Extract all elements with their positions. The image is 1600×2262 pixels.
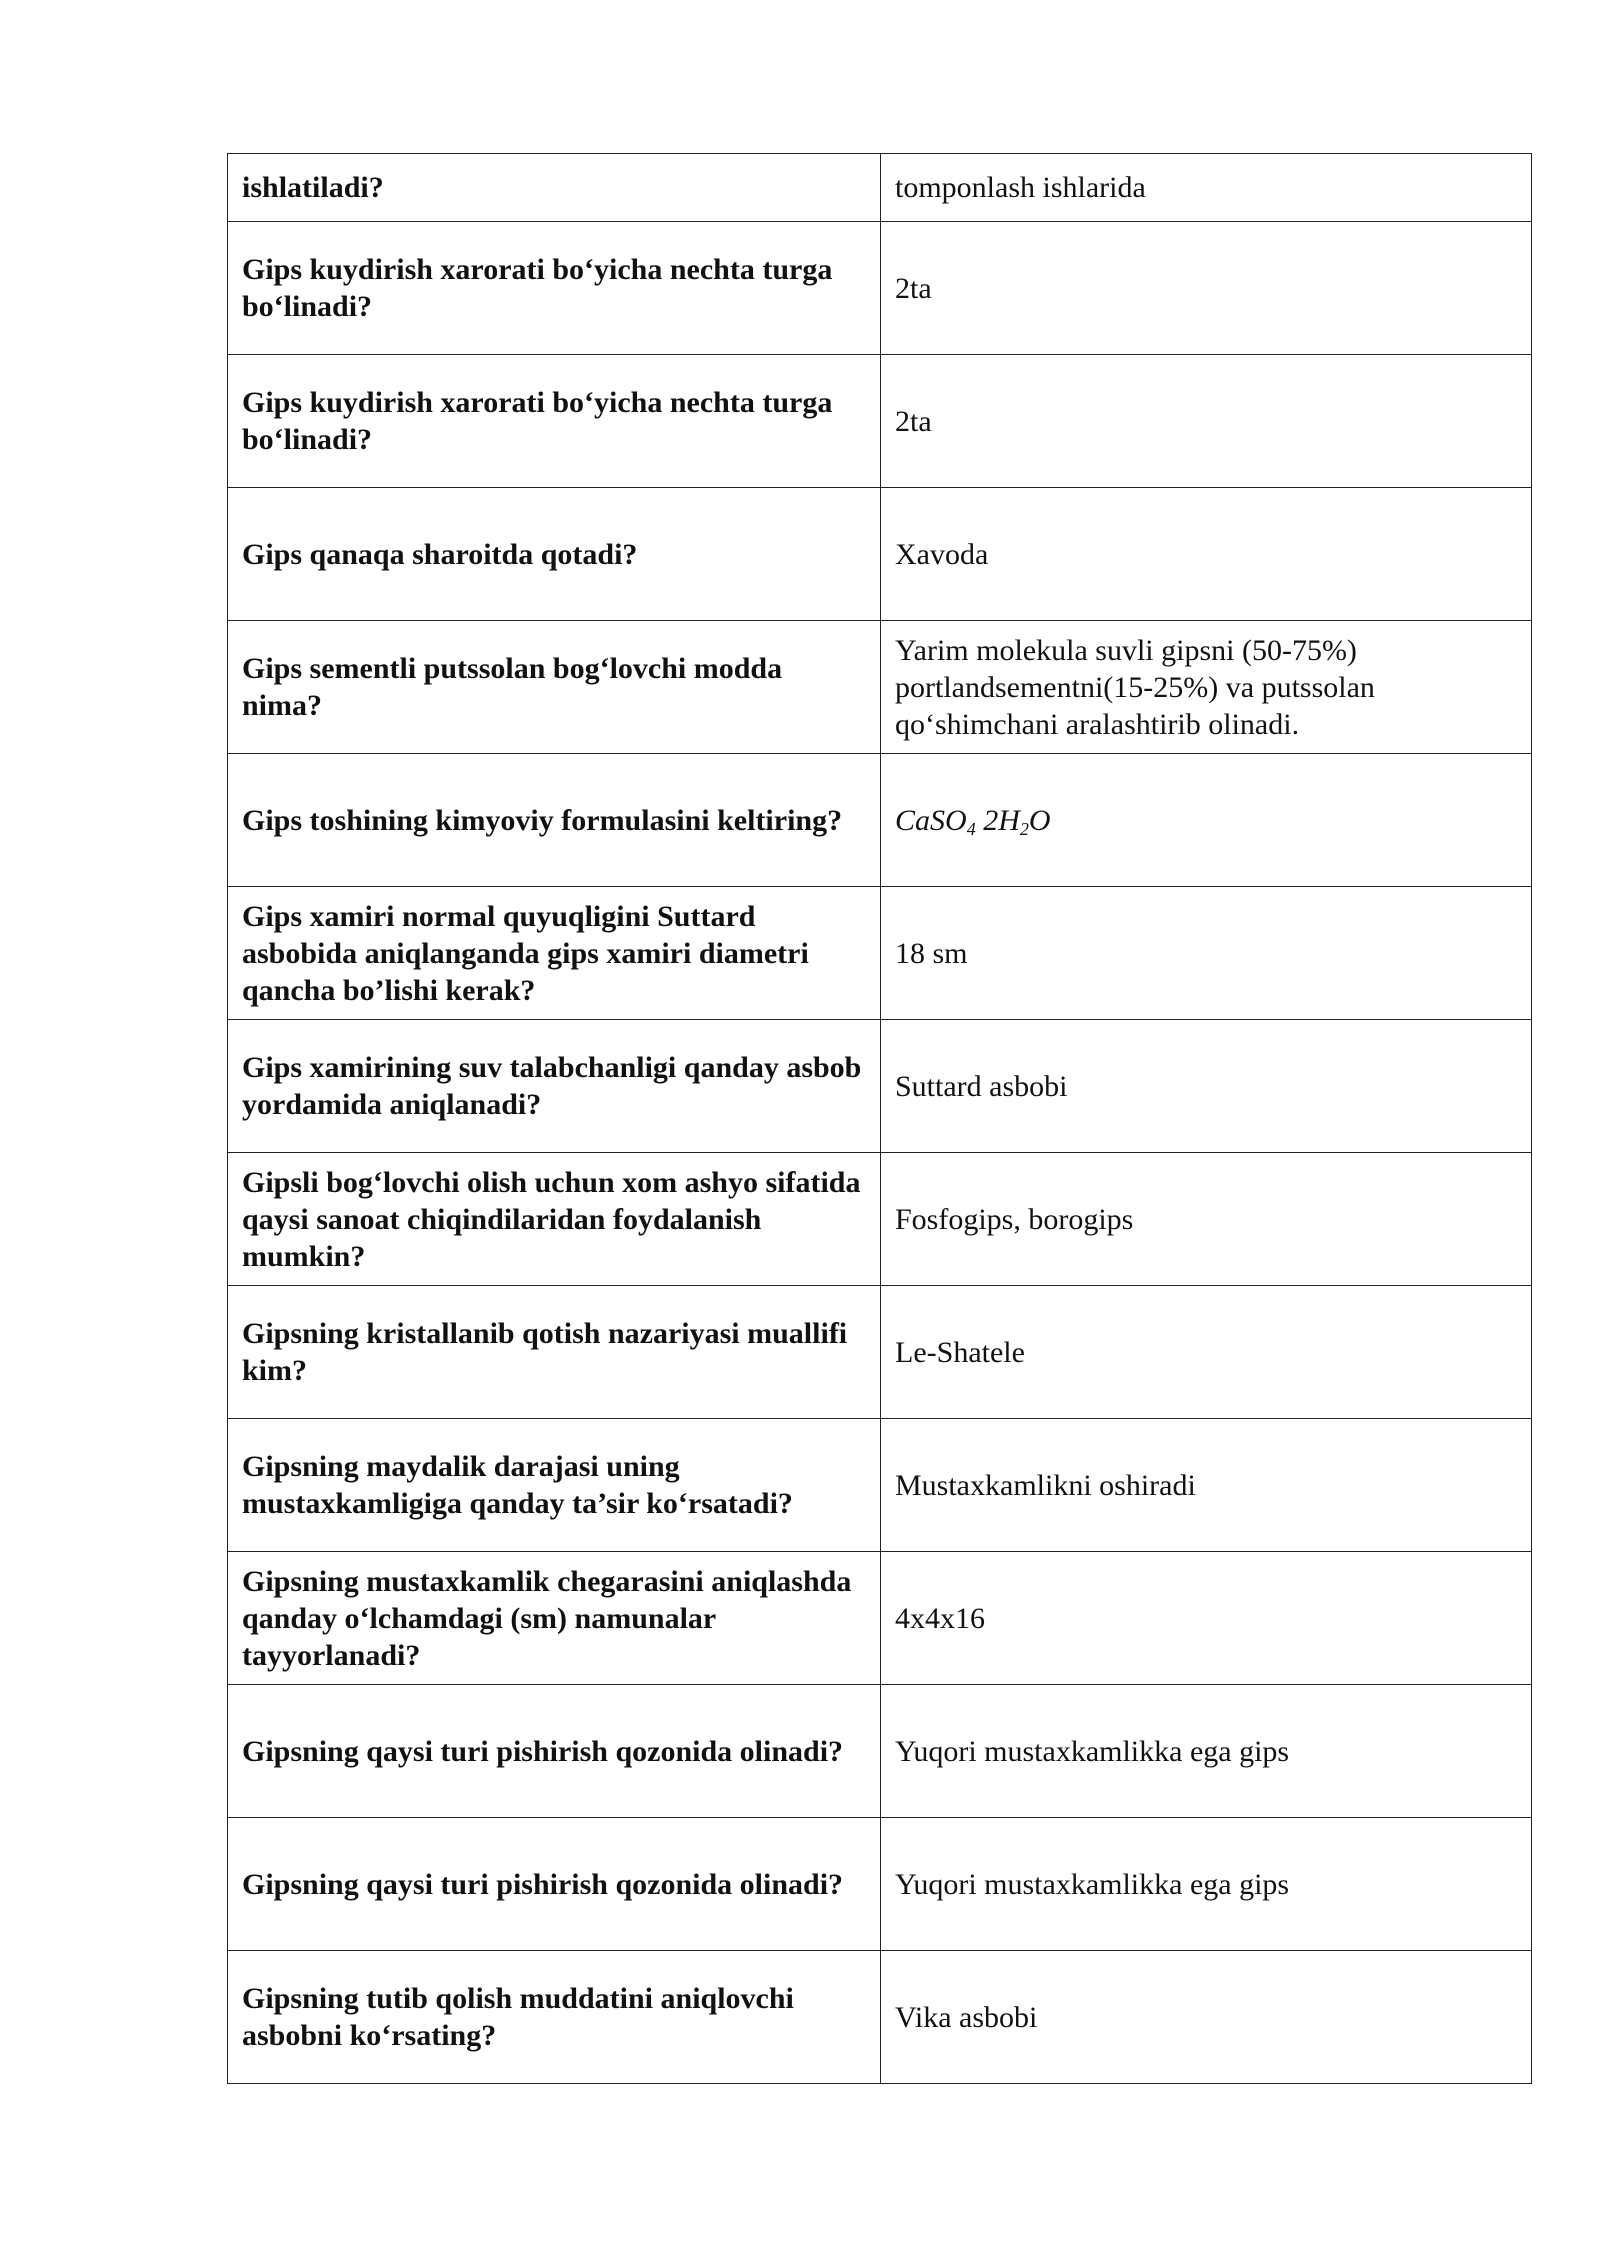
answer-cell: Fosfogips, borogips bbox=[881, 1153, 1532, 1286]
answer-cell: Xavoda bbox=[881, 488, 1532, 621]
answer-cell: Yuqori mustaxkamlikka ega gips bbox=[881, 1685, 1532, 1818]
table-row bbox=[228, 621, 1532, 754]
table-row bbox=[228, 154, 1532, 222]
table-row bbox=[228, 1685, 1532, 1818]
formula-subscript: 4 bbox=[966, 818, 976, 839]
answer-cell: Yarim molekula suvli gipsni (50-75%) portlandsementni(15-25%) va putssolan qo‘shimchani aralashtirib olinadi. bbox=[881, 621, 1532, 754]
question-cell: Gips toshining kimyoviy formulasini keltiring? bbox=[228, 754, 881, 887]
table-row bbox=[228, 1818, 1532, 1951]
question-cell: Gips kuydirish xarorati bo‘yicha nechta turga bo‘linadi? bbox=[228, 355, 881, 488]
question-cell: Gipsning maydalik darajasi uning mustaxkamligiga qanday ta’sir ko‘rsatadi? bbox=[228, 1419, 881, 1552]
question-cell: Gips xamiri normal quyuqligini Suttard asbobida aniqlanganda gips xamiri diametri qancha bo’lishi kerak? bbox=[228, 887, 881, 1020]
formula-subscript: 2 bbox=[1019, 818, 1029, 839]
table-row bbox=[228, 1419, 1532, 1552]
table-row bbox=[228, 355, 1532, 488]
table-row bbox=[228, 1020, 1532, 1153]
answer-cell: Mustaxkamlikni oshiradi bbox=[881, 1419, 1532, 1552]
answer-cell: Yuqori mustaxkamlikka ega gips bbox=[881, 1818, 1532, 1951]
question-cell: Gipsning tutib qolish muddatini aniqlovchi asbobni ko‘rsating? bbox=[228, 1951, 881, 2084]
formula-part: 2H bbox=[975, 803, 1020, 837]
question-cell: Gips sementli putssolan bog‘lovchi modda nima? bbox=[228, 621, 881, 754]
question-cell: Gips xamirining suv talabchanligi qanday asbob yordamida aniqlanadi? bbox=[228, 1020, 881, 1153]
formula-part: O bbox=[1028, 803, 1051, 837]
answer-cell: 4x4x16 bbox=[881, 1552, 1532, 1685]
question-cell: Gipsning qaysi turi pishirish qozonida olinadi? bbox=[228, 1818, 881, 1951]
answer-cell: Le-Shatele bbox=[881, 1286, 1532, 1419]
answer-cell: 2ta bbox=[881, 222, 1532, 355]
answer-cell-formula bbox=[881, 754, 1532, 887]
answer-cell: 18 sm bbox=[881, 887, 1532, 1020]
table-row bbox=[228, 1286, 1532, 1419]
qa-table-body bbox=[228, 154, 1532, 2084]
table-row bbox=[228, 1552, 1532, 1685]
table-row bbox=[228, 1153, 1532, 1286]
answer-cell: Vika asbobi bbox=[881, 1951, 1532, 2084]
answer-cell: Suttard asbobi bbox=[881, 1020, 1532, 1153]
question-cell: Gipsning mustaxkamlik chegarasini aniqlashda qanday o‘lchamdagi (sm) namunalar tayyorlanadi? bbox=[228, 1552, 881, 1685]
question-cell: Gipsning qaysi turi pishirish qozonida olinadi? bbox=[228, 1685, 881, 1818]
table-row bbox=[228, 222, 1532, 355]
table-row bbox=[228, 887, 1532, 1020]
table-row bbox=[228, 488, 1532, 621]
answer-cell: 2ta bbox=[881, 355, 1532, 488]
formula-part: CaSO bbox=[895, 803, 967, 837]
question-cell: Gipsning kristallanib qotish nazariyasi muallifi kim? bbox=[228, 1286, 881, 1419]
answer-cell: tomponlash ishlarida bbox=[881, 154, 1532, 222]
table-row bbox=[228, 754, 1532, 887]
question-cell: Gips kuydirish xarorati bo‘yicha nechta turga bo‘linadi? bbox=[228, 222, 881, 355]
qa-table bbox=[227, 153, 1532, 2084]
question-cell: ishlatiladi? bbox=[228, 154, 881, 222]
table-row bbox=[228, 1951, 1532, 2084]
question-cell: Gipsli bog‘lovchi olish uchun xom ashyo sifatida qaysi sanoat chiqindilaridan foydalanish mumkin? bbox=[228, 1153, 881, 1286]
question-cell: Gips qanaqa sharoitda qotadi? bbox=[228, 488, 881, 621]
